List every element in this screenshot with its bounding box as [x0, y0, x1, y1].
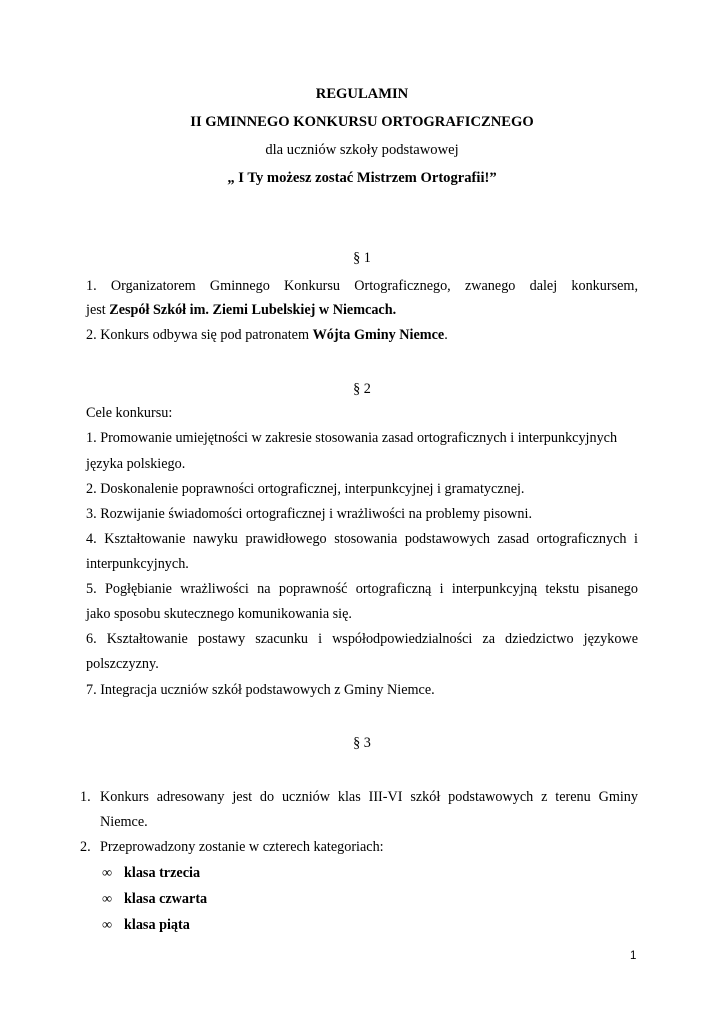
- category-item: klasa trzecia: [124, 865, 201, 881]
- category-item: klasa piąta: [124, 917, 190, 933]
- goal-5-line-2: jako sposobu skutecznego komunikowania się.: [86, 606, 352, 622]
- section-1-heading: § 1: [353, 250, 371, 266]
- doc-motto: „ I Ty możesz zostać Mistrzem Ortografii!”: [227, 170, 497, 186]
- goal-3: 3. Rozwijanie świadomości ortograficznej i wrażliwości na problemy pisowni.: [86, 506, 533, 522]
- patronage-suffix: .: [444, 327, 448, 343]
- patronage-prefix: 2. Konkurs odbywa się pod patronatem: [86, 327, 313, 343]
- organizer-name: Zespół Szkół im. Ziemi Lubelskiej w Niemcach.: [109, 302, 397, 318]
- goal-1-line-1: 1. Promowanie umiejętności w zakresie stosowania zasad ortograficznych i interpunkcyjnych: [86, 430, 618, 446]
- goal-6-line-1: 6. Kształtowanie postawy szacunku i współodpowiedzialności za dziedzictwo językowe: [86, 631, 638, 647]
- doc-subtitle: dla uczniów szkoły podstawowej: [265, 142, 459, 158]
- goal-6-line-2: polszczyzny.: [86, 656, 159, 672]
- rule-2: Przeprowadzony zostanie w czterech kategoriach:: [100, 839, 384, 855]
- infinity-bullet-icon: ∞: [102, 865, 113, 881]
- patron-name: Wójta Gminy Niemce: [312, 327, 445, 343]
- list-number-1: 1.: [80, 789, 91, 805]
- doc-title-contest: II GMINNEGO KONKURSU ORTOGRAFICZNEGO: [190, 114, 534, 130]
- goal-7: 7. Integracja uczniów szkół podstawowych z Gminy Niemce.: [86, 682, 435, 698]
- category-item: klasa czwarta: [124, 891, 208, 907]
- section-1-organizer: [86, 302, 638, 319]
- goals-intro: Cele konkursu:: [86, 405, 173, 421]
- goal-4-line-2: interpunkcyjnych.: [86, 556, 189, 572]
- goal-4-line-1: 4. Kształtowanie nawyku prawidłowego stosowania podstawowych zasad ortograficznych i: [86, 531, 638, 547]
- section-2-heading: § 2: [353, 381, 371, 397]
- list-number-2: 2.: [80, 839, 91, 855]
- page-number: 1: [630, 950, 637, 962]
- section-1-paragraph-2: [86, 327, 638, 344]
- rule-1-line-1: Konkurs adresowany jest do uczniów klas III-VI szkół podstawowych z terenu Gminy: [100, 789, 638, 805]
- organizer-prefix: jest: [86, 302, 110, 318]
- goal-2: 2. Doskonalenie poprawności ortograficznej, interpunkcyjnej i gramatycznej.: [86, 481, 525, 497]
- rule-1-line-2: Niemce.: [100, 814, 148, 830]
- goal-1-line-2: języka polskiego.: [86, 456, 186, 472]
- infinity-bullet-icon: ∞: [102, 917, 113, 933]
- section-1-paragraph-1: 1. Organizatorem Gminnego Konkursu Ortograficznego, zwanego dalej konkursem,: [86, 278, 638, 294]
- section-3-heading: § 3: [353, 735, 371, 751]
- infinity-bullet-icon: ∞: [102, 891, 113, 907]
- goal-5-line-1: 5. Pogłębianie wrażliwości na poprawność ortograficzną i interpunkcyjną tekstu pisanego: [86, 581, 638, 597]
- doc-title: REGULAMIN: [315, 86, 409, 102]
